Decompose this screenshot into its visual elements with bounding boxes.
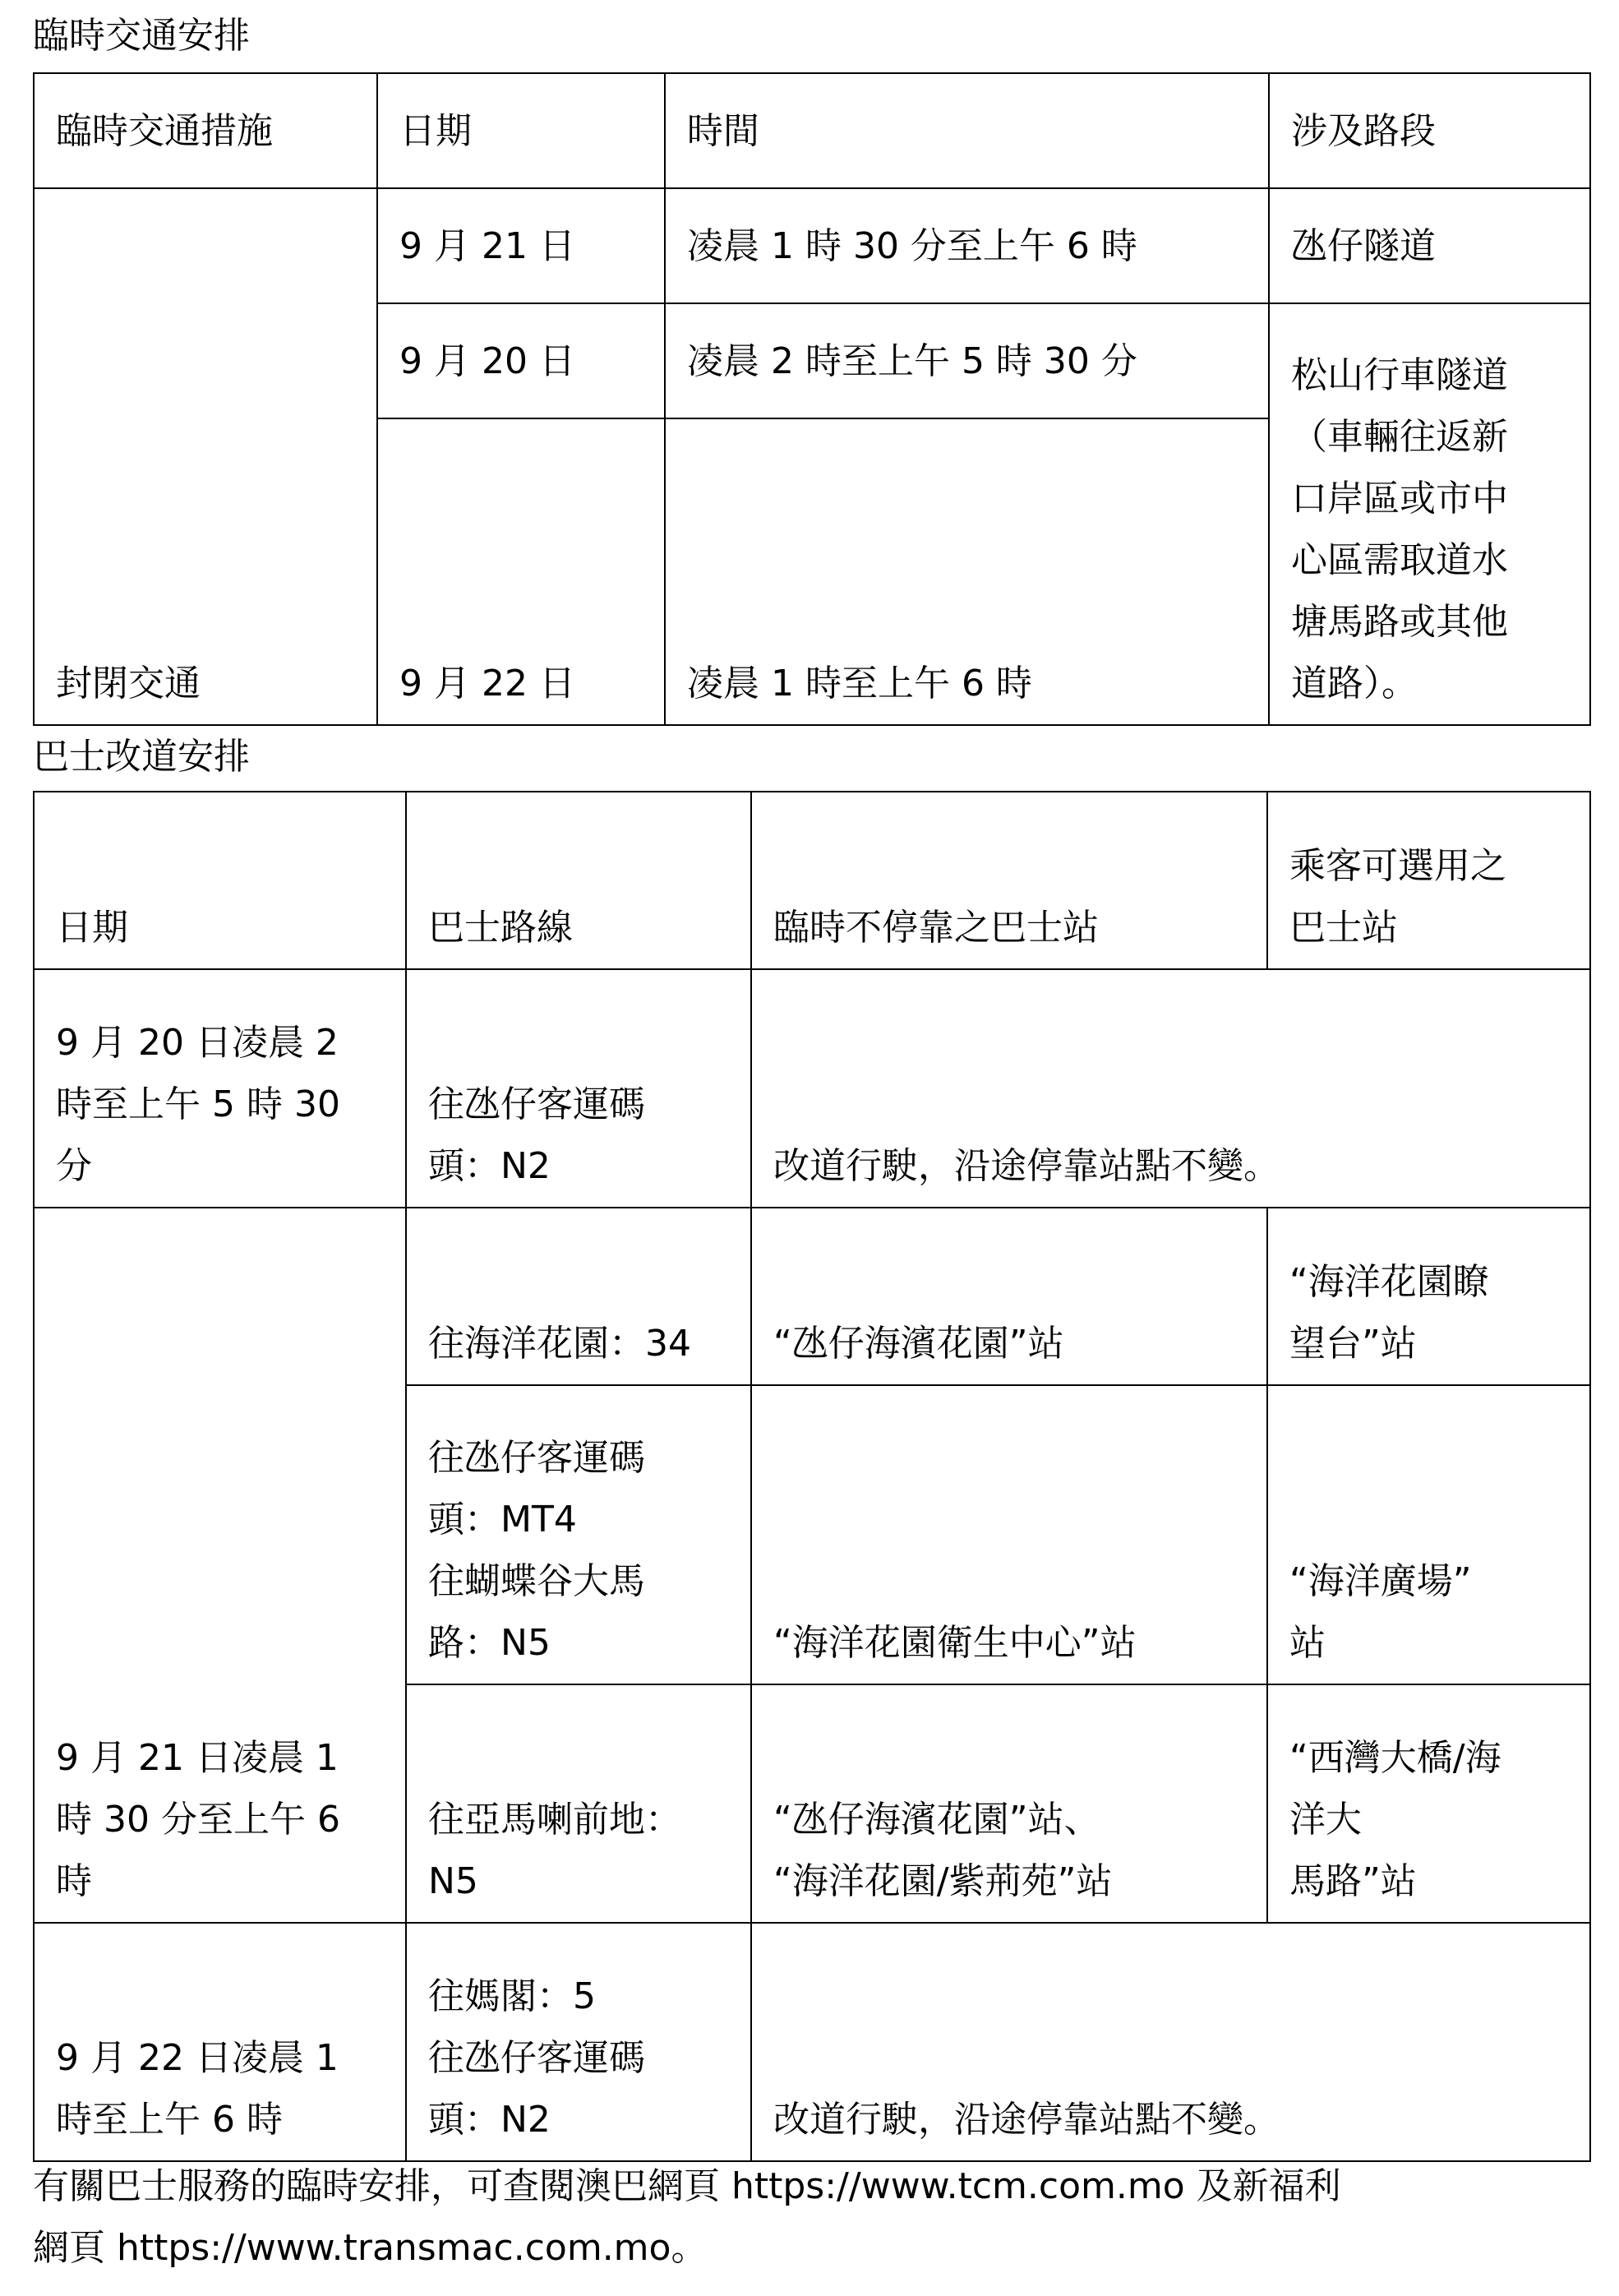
header-date: 日期 xyxy=(377,73,665,188)
table-row xyxy=(34,188,1590,303)
alternative-line: “海洋廣場” xyxy=(1289,1560,1472,1602)
note-cell: 改道行駛，沿途停靠站點不變。 xyxy=(751,969,1590,1208)
route-cell xyxy=(406,969,751,1208)
route-line: 往蝴蝶谷大馬 xyxy=(428,1560,645,1602)
skipped-stop-cell xyxy=(751,1684,1267,1923)
date-line: 9 月 21 日凌晨 1 xyxy=(56,1737,339,1779)
route-line: 往海洋花園：34 xyxy=(428,1323,691,1365)
time-cell: 凌晨 1 時至上午 6 時 xyxy=(665,418,1269,725)
route-line: 往亞馬喇前地： xyxy=(428,1799,681,1841)
road-line: （車輛往返新 xyxy=(1291,416,1508,458)
skipped-line: “海洋花園/紫荊苑”站 xyxy=(773,1860,1113,1902)
date-line: 分 xyxy=(56,1145,92,1187)
road-line: 松山行車隧道 xyxy=(1291,354,1508,396)
alternative-line: 洋大 xyxy=(1289,1799,1362,1841)
alternative-stop-cell xyxy=(1267,1684,1590,1923)
road-cell: 氹仔隧道 xyxy=(1269,188,1590,303)
route-line: 頭：N2 xyxy=(428,1145,551,1187)
traffic-arrangement-table xyxy=(33,72,1591,726)
footer-line: 有關巴士服務的臨時安排，可查閱澳巴網頁 https://www.tcm.com.mo 及新福利 xyxy=(33,2165,1341,2207)
alternative-line: 望台”站 xyxy=(1289,1323,1417,1365)
route-cell xyxy=(406,1923,751,2161)
date-cell: 9 月 22 日 xyxy=(377,418,665,725)
skipped-line: “海洋花園衛生中心”站 xyxy=(773,1622,1137,1664)
date-line: 9 月 20 日凌晨 2 xyxy=(56,1022,339,1064)
road-line: 道路）。 xyxy=(1291,663,1418,705)
alternative-line: 馬路”站 xyxy=(1289,1860,1417,1902)
time-cell: 凌晨 2 時至上午 5 時 30 分 xyxy=(665,303,1269,418)
skipped-line: “氹仔海濱花園”站、 xyxy=(773,1799,1100,1841)
date-cell xyxy=(34,1923,406,2161)
route-line: 往媽閣：5 xyxy=(428,1975,596,2017)
note-cell: 改道行駛，沿途停靠站點不變。 xyxy=(751,1923,1590,2161)
route-line: 頭：N2 xyxy=(428,2099,551,2141)
header-alternative-stops xyxy=(1267,792,1590,969)
date-line: 時至上午 5 時 30 xyxy=(56,1083,340,1125)
header-line: 乘客可選用之 xyxy=(1289,845,1506,887)
section-heading-bus: 巴士改道安排 xyxy=(33,736,250,778)
header-measure: 臨時交通措施 xyxy=(34,73,377,188)
table-row xyxy=(34,1208,1590,1385)
time-cell: 凌晨 1 時 30 分至上午 6 時 xyxy=(665,188,1269,303)
bus-diversion-table xyxy=(33,791,1591,2162)
header-date: 日期 xyxy=(34,792,406,969)
table-row xyxy=(34,969,1590,1208)
road-line: 口岸區或市中 xyxy=(1291,478,1508,520)
header-line: 巴士站 xyxy=(1289,907,1398,949)
route-cell xyxy=(406,1385,751,1684)
header-road: 涉及路段 xyxy=(1269,73,1590,188)
road-cell-shared xyxy=(1269,303,1590,725)
date-line: 時 xyxy=(56,1860,92,1902)
date-cell: 9 月 21 日 xyxy=(377,188,665,303)
skipped-line: “氹仔海濱花園”站 xyxy=(773,1323,1064,1365)
alternative-line: “海洋花園瞭 xyxy=(1289,1261,1489,1303)
route-cell xyxy=(406,1208,751,1385)
alternative-line: 站 xyxy=(1289,1622,1326,1664)
date-cell xyxy=(34,969,406,1208)
header-skipped-stops: 臨時不停靠之巴士站 xyxy=(751,792,1267,969)
date-cell xyxy=(34,1208,406,1923)
road-line: 心區需取道水 xyxy=(1291,539,1508,581)
table-row xyxy=(34,1923,1590,2161)
route-line: 往氹仔客運碼 xyxy=(428,2037,645,2079)
date-line: 時 30 分至上午 6 xyxy=(56,1799,340,1841)
date-cell: 9 月 20 日 xyxy=(377,303,665,418)
footer-note xyxy=(33,2155,1589,2279)
date-line: 時至上午 6 時 xyxy=(56,2099,283,2141)
alternative-line: “西灣大橋/海 xyxy=(1289,1737,1501,1779)
skipped-stop-cell xyxy=(751,1208,1267,1385)
table-header-row xyxy=(34,73,1590,188)
header-time: 時間 xyxy=(665,73,1269,188)
route-line: 頭：MT4 xyxy=(428,1499,577,1541)
alternative-stop-cell xyxy=(1267,1208,1590,1385)
measure-cell: 封閉交通 xyxy=(34,188,377,725)
road-line: 塘馬路或其他 xyxy=(1291,601,1508,643)
date-line: 9 月 22 日凌晨 1 xyxy=(56,2037,339,2079)
route-line: N5 xyxy=(428,1860,478,1902)
table-header-row xyxy=(34,792,1590,969)
section-heading-traffic: 臨時交通安排 xyxy=(33,15,250,57)
route-line: 路：N5 xyxy=(428,1622,551,1664)
alternative-stop-cell xyxy=(1267,1385,1590,1684)
route-line: 往氹仔客運碼 xyxy=(428,1437,645,1479)
route-cell xyxy=(406,1684,751,1923)
route-line: 往氹仔客運碼 xyxy=(428,1083,645,1125)
footer-line: 網頁 https://www.transmac.com.mo。 xyxy=(33,2227,708,2269)
header-route: 巴士路線 xyxy=(406,792,751,969)
skipped-stop-cell xyxy=(751,1385,1267,1684)
